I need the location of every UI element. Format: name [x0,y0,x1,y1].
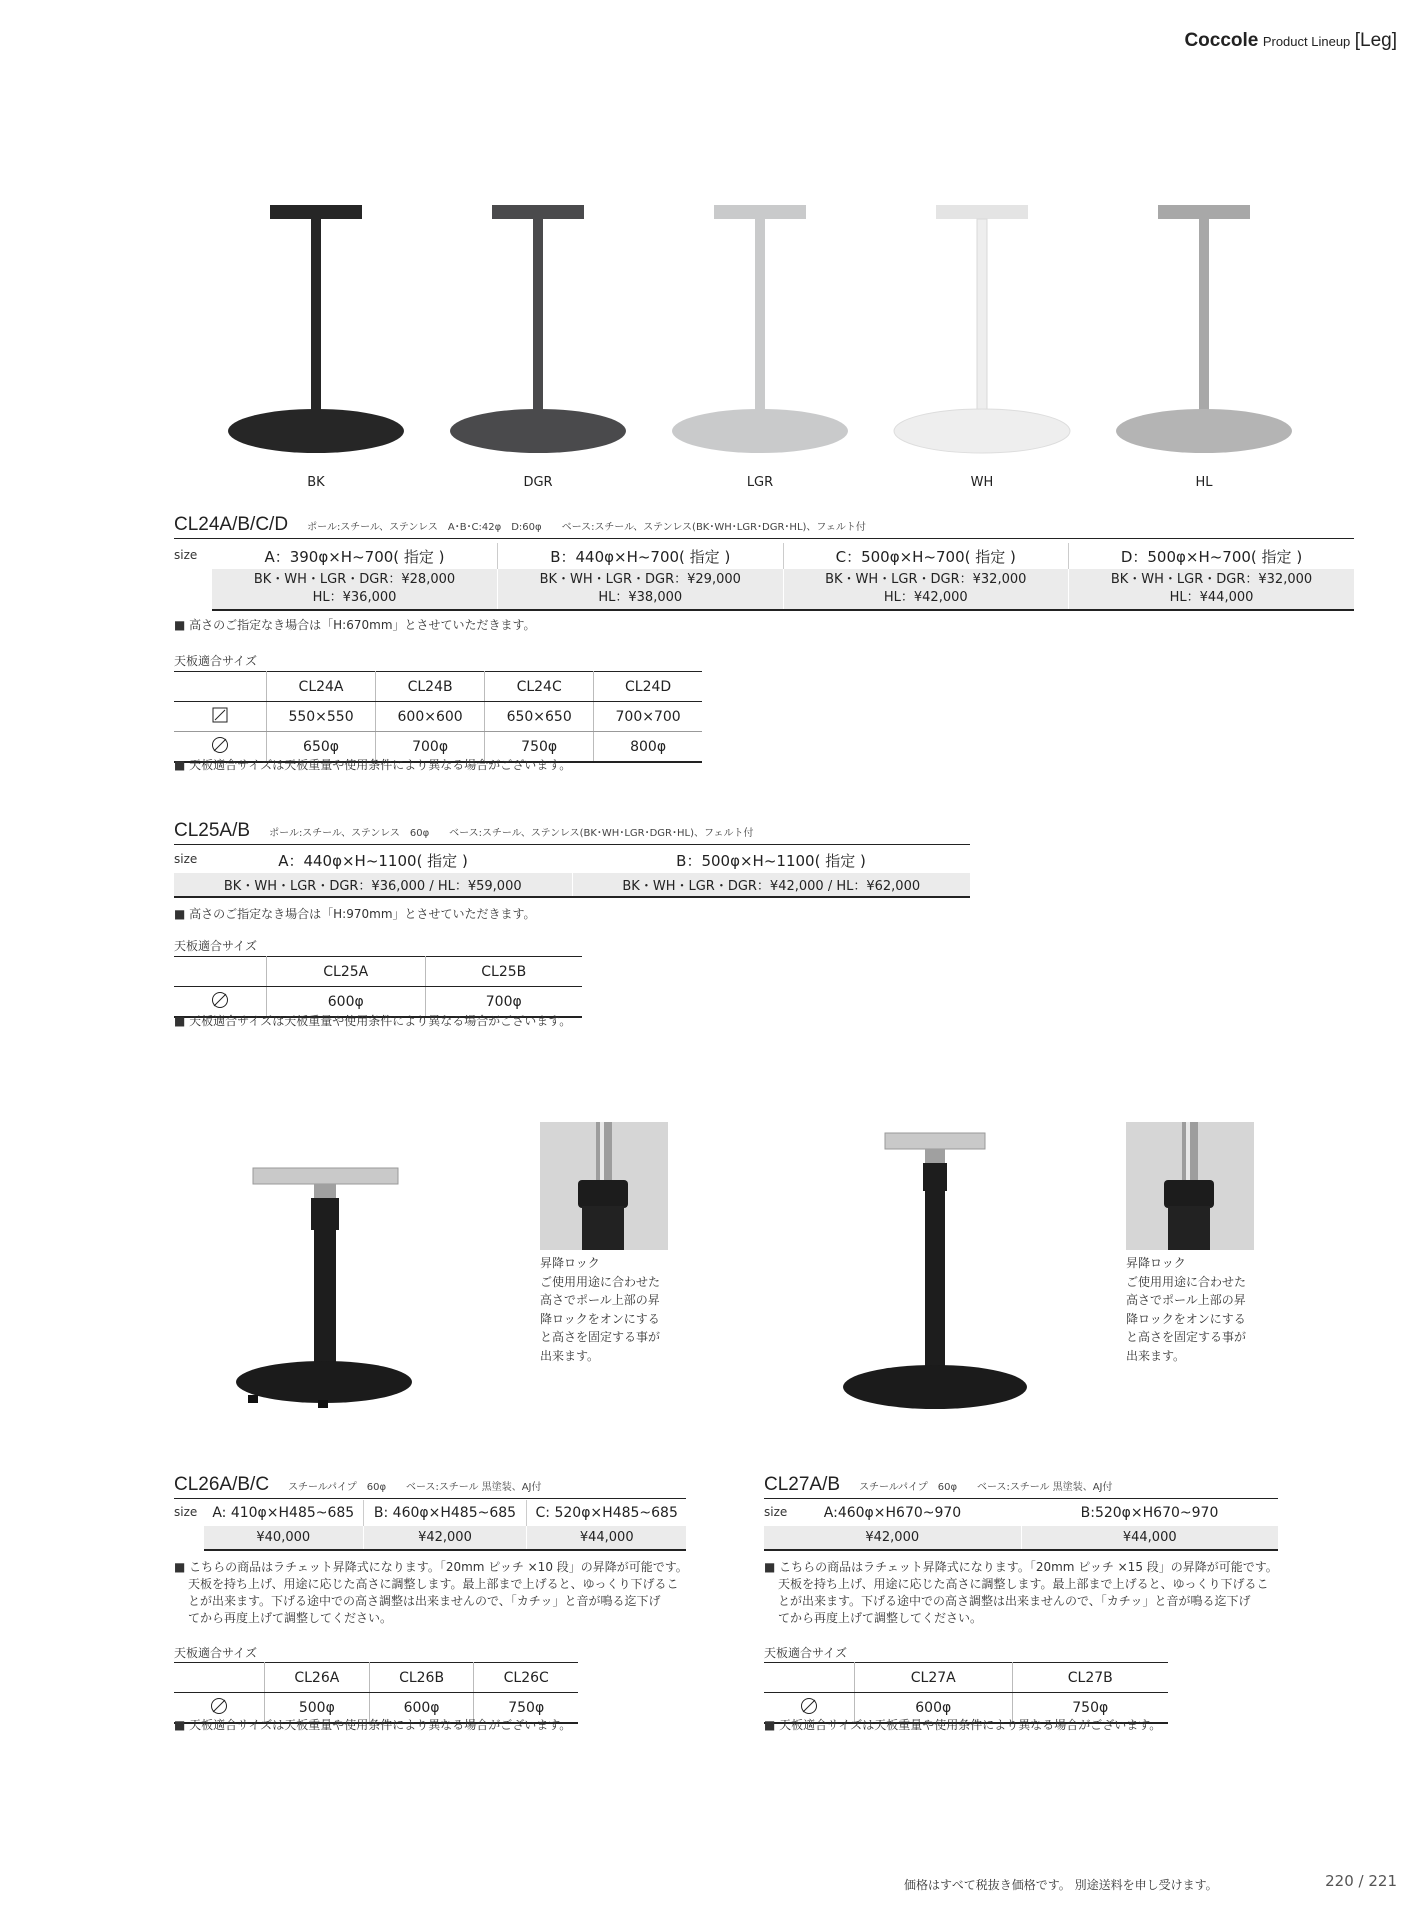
cl24-fit-col: CL24B [376,672,485,702]
cl24-price-a: BK・WH・LGR・DGR：¥28,000 [253,572,456,587]
lock-line: ご使用用途に合わせた [540,1274,661,1289]
round-top-icon [211,991,229,1009]
cl26-price-a: ¥40,000 [256,1530,311,1545]
cl26-product-image [228,1160,418,1430]
note-line: とが出来ます。下げる途中での高さ調整は出来ませんので、「カチッ」と音が鳴る迄下げ [188,1594,661,1608]
cl26-lock-caption [540,1254,680,1365]
round-top-icon [210,1697,228,1715]
cl26-fit-col: CL26B [369,1663,474,1693]
cl26-fit-note: ■ 天板適合サイズは天板重量や使用条件により異なる場合がございます。 [174,1718,572,1732]
cl24-fit-note: ■ 天板適合サイズは天板重量や使用条件により異なる場合がございます。 [174,758,572,772]
note-line: ■ こちらの商品はラチェット昇降式になります。「20mm ピッチ ×15 段」の昇降が可能です。 [764,1560,1278,1574]
cl27-fit-col: CL27B [1012,1663,1168,1693]
cl26-fit-table [174,1662,578,1724]
lock-title: 昇降ロック [540,1256,600,1270]
cl24-spec: ポール:スチール、ステンレス A･B･C:42φ D:60φ ベース:スチール、ステンレス(BK･WH･LGR･DGR･HL)、フェルト付 [307,522,866,533]
cl24-fit-table [174,671,702,763]
cl26-fit-round: 750φ [474,1693,578,1724]
cl26-heading [174,1474,686,1499]
note-line: てから再度上げて調整してください。 [778,1611,983,1625]
cl24-fit-round: 800φ [594,732,702,763]
cl24-fit-square: 550×550 [267,702,376,732]
cl24-fit-col: CL24C [485,672,594,702]
cl25-size-table [174,847,970,898]
note-line: 天板を持ち上げ、用途に応じた高さに調整します。最上部まで上げると、ゆっくり下げるこ [778,1577,1269,1591]
cl24-title: CL24A/B/C/D [174,514,289,535]
cl24-price-hl-d: HL：¥44,000 [1169,590,1254,605]
finish-label-hl: HL [1195,475,1213,490]
lock-line: 出来ます。 [1126,1348,1186,1363]
cl26-fit-col: CL26A [265,1663,370,1693]
cl25-fit-col: CL25A [267,957,426,987]
brand-name: Coccole [1184,30,1259,51]
header-section: [Leg] [1354,30,1397,51]
finish-label-bk: BK [307,475,325,490]
cl24-price-b: BK・WH・LGR・DGR：¥29,000 [539,572,741,587]
cl27-size-a: A:460φ×H670~970 [823,1505,962,1521]
cl24-fit-square: 700×700 [594,702,702,732]
cl27-heading [764,1474,1278,1499]
cl26-title: CL26A/B/C [174,1474,270,1495]
cl27-fit-table [764,1662,1168,1724]
lock-line: 出来ます。 [540,1348,600,1363]
round-top-icon [800,1697,818,1715]
cl25-heading [174,820,970,845]
header-sub: Product Lineup [1262,34,1351,49]
lock-line: ご使用用途に合わせた [1126,1274,1247,1289]
cl24-price-hl-b: HL：¥38,000 [598,590,683,605]
cl26-ratchet-note [174,1559,694,1627]
finish-label-lgr: LGR [746,475,774,490]
page-header [1184,30,1397,52]
cl27-spec: スチールパイプ 60φ ベース:スチール 黒塗装、AJ付 [859,1482,1113,1493]
cl24-fit-col: CL24A [267,672,376,702]
cl26-spec: スチールパイプ 60φ ベース:スチール 黒塗装、AJ付 [288,1482,542,1493]
cl26-size-label: size [174,1505,198,1519]
cl26-fit-round: 500φ [265,1693,370,1724]
cl25-title: CL25A/B [174,820,251,841]
cl24-fit-title: 天板適合サイズ [174,654,258,668]
cl27-product-image [835,1125,1035,1425]
cl25-price-b: BK・WH・LGR・DGR：¥42,000 / HL：¥62,000 [572,873,970,897]
cl27-fit-round: 600φ [855,1693,1013,1724]
cl27-price-b: ¥44,000 [1021,1526,1278,1550]
footer-tax-note: 価格はすべて税抜き価格です。 別途送料を申し受けます。 [904,1878,1218,1892]
note-line: ■ こちらの商品はラチェット昇降式になります。「20mm ピッチ ×10 段」の昇降が可能です。 [174,1560,688,1574]
cl27-fit-note: ■ 天板適合サイズは天板重量や使用条件により異なる場合がございます。 [764,1718,1162,1732]
cl27-size-b: B:520φ×H670~970 [1080,1505,1219,1521]
cl25-fit-title: 天板適合サイズ [174,939,258,953]
cl25-fit-col: CL25B [425,957,582,987]
cl25-height-note: ■ 高さのご指定なき場合は「H:970mm」とさせていただきます。 [174,907,536,921]
lock-title: 昇降ロック [1126,1256,1186,1270]
cl24-size-c: C：500φ×H~700( 指定 ) [783,543,1069,569]
square-top-icon [212,707,228,723]
finish-label-dgr: DGR [523,475,553,490]
lock-line: 高さでポール上部の昇 [540,1293,660,1307]
cl27-fit-col: CL27A [855,1663,1013,1693]
cl25-size-b: B：500φ×H~1100( 指定 ) [676,851,866,870]
note-line: とが出来ます。下げる途中での高さ調整は出来ませんので、「カチッ」と音が鳴る迄下げ [778,1594,1251,1608]
cl24-fit-col: CL24D [594,672,702,702]
cl25-size-a: A：440φ×H~1100( 指定 ) [278,851,468,870]
cl27-ratchet-note [764,1559,1284,1627]
cl25-fit-table [174,956,582,1018]
leg-image-lgr [672,205,848,453]
cl25-fit-round: 700φ [425,987,582,1018]
cl25-spec: ポール:スチール、ステンレス 60φ ベース:スチール、ステンレス(BK･WH･LGR･DGR･HL)、フェルト付 [269,828,754,839]
cl24-fit-round: 650φ [267,732,376,763]
cl27-lock-caption [1126,1254,1266,1365]
lock-line: と高さを固定する事が [540,1330,661,1344]
cl24-fit-round: 750φ [485,732,594,763]
finish-label-wh: WH [970,475,994,490]
cl26-size-c: C: 520φ×H485~685 [527,1500,686,1526]
cl24-fit-square: 650×650 [485,702,594,732]
cl25-price-a: BK・WH・LGR・DGR：¥36,000 / HL：¥59,000 [223,879,522,894]
cl24-size-b: B：440φ×H~700( 指定 ) [498,543,784,569]
cl27-fit-round: 750φ [1012,1693,1168,1724]
lock-line: と高さを固定する事が [1126,1330,1247,1344]
cl24-size-a: A：390φ×H~700( 指定 ) [264,547,445,566]
lock-line: 降ロックをオンにする [1126,1311,1246,1326]
cl25-fit-note: ■ 天板適合サイズは天板重量や使用条件により異なる場合がございます。 [174,1014,572,1028]
cl26-fit-round: 600φ [369,1693,474,1724]
lock-line: 降ロックをオンにする [540,1311,660,1326]
cl26-fit-title: 天板適合サイズ [174,1646,258,1660]
cl27-lock-detail-image [1126,1122,1254,1250]
cl27-size-table [764,1500,1278,1551]
cl26-lock-detail-image [540,1122,668,1250]
cl26-price-c: ¥44,000 [527,1526,686,1550]
page-numbers: 220 / 221 [1325,1872,1397,1890]
cl27-fit-title: 天板適合サイズ [764,1646,848,1660]
cl24-color-variants [220,195,1360,465]
leg-image-bk [228,205,404,453]
leg-image-hl [1116,205,1292,453]
cl26-size-b: B: 460φ×H485~685 [363,1500,527,1526]
note-line: 天板を持ち上げ、用途に応じた高さに調整します。最上部まで上げると、ゆっくり下げるこ [188,1577,679,1591]
round-top-icon [211,736,229,754]
leg-image-dgr [450,205,626,453]
cl24-price-hl-c: HL：¥42,000 [883,590,968,605]
cl26-size-table [204,1500,686,1551]
leg-image-wh [894,205,1070,453]
cl24-heading [174,514,1354,539]
cl24-size-label: size [174,548,198,562]
cl26-size-a: A: 410φ×H485~685 [212,1505,355,1521]
cl25-size-label: size [174,852,198,866]
cl24-size-table [212,543,1354,611]
cl27-title: CL27A/B [764,1474,841,1495]
cl24-price-hl-a: HL：¥36,000 [312,590,397,605]
cl24-height-note: ■ 高さのご指定なき場合は「H:670mm」とさせていただきます。 [174,618,536,632]
cl24-price-c: BK・WH・LGR・DGR：¥32,000 [825,572,1027,587]
cl26-price-b: ¥42,000 [363,1526,527,1550]
cl24-size-d: D：500φ×H~700( 指定 ) [1069,543,1355,569]
cl27-size-label: size [764,1505,788,1519]
cl26-fit-col: CL26C [474,1663,578,1693]
cl24-fit-round: 700φ [376,732,485,763]
cl25-fit-round: 600φ [267,987,426,1018]
lock-line: 高さでポール上部の昇 [1126,1293,1246,1307]
cl24-price-d: BK・WH・LGR・DGR：¥32,000 [1110,572,1313,587]
note-line: てから再度上げて調整してください。 [188,1611,393,1625]
cl24-fit-square: 600×600 [376,702,485,732]
cl27-price-a: ¥42,000 [865,1530,920,1545]
